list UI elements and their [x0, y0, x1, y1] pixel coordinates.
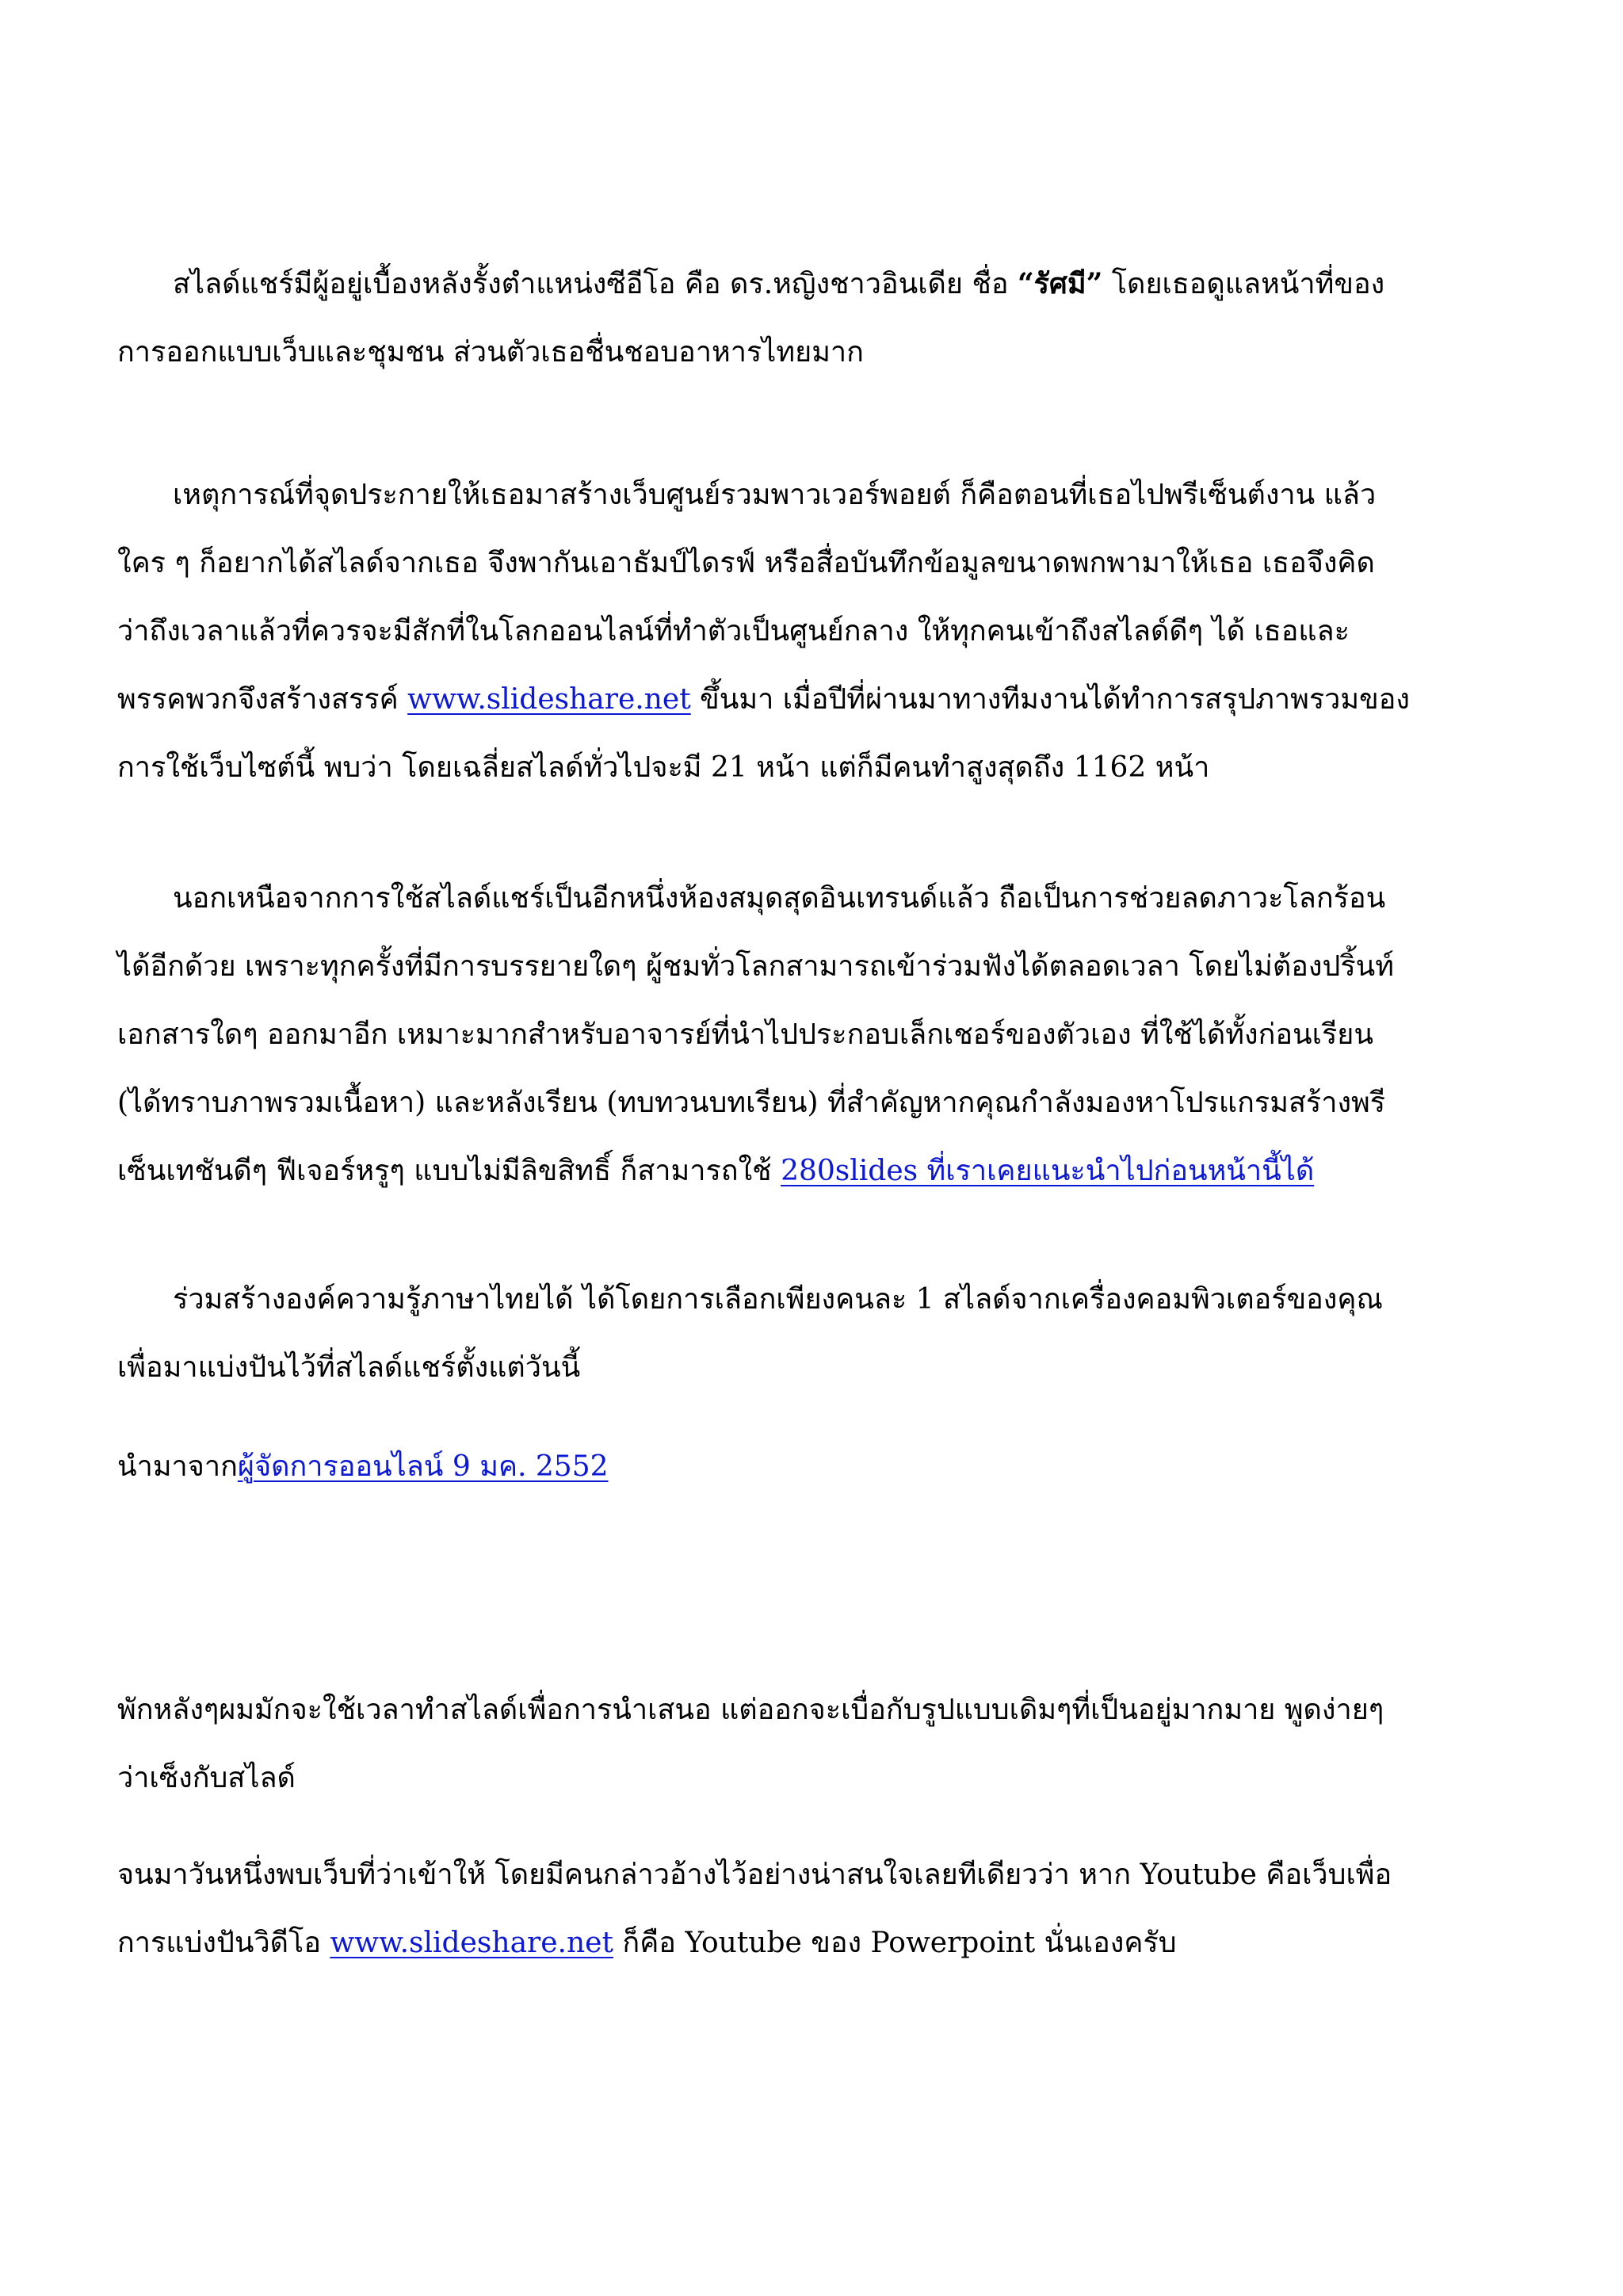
280slides-link[interactable]: 280slides ที่เราเคยแนะนำไปก่อนหน้านี้ได้	[781, 1155, 1315, 1187]
text-run: ก็คือ Youtube ของ Powerpoint นั่นเองครับ	[613, 1927, 1177, 1959]
paragraph-line: เหตุการณ์ที่จุดประกายให้เธอมาสร้างเว็บศูนย์รวมพาวเวอร์พอยต์ ก็คือตอนที่เธอไปพรีเซ็นต์งาน แล้ว	[173, 479, 1377, 511]
paragraph-line: ว่าถึงเวลาแล้วที่ควรจะมีสักที่ในโลกออนไลน์ที่ทำตัวเป็นศูนย์กลาง ให้ทุกคนเข้าถึงสไลด์ดีๆ ได้ เธอและ	[117, 615, 1350, 648]
paragraph-line: (ได้ทราบภาพรวมเนื้อหา) และหลังเรียน (ทบทวนบทเรียน) ที่สำคัญหากคุณกำลังมองหาโปรแกรมสร้างพรี	[117, 1087, 1386, 1119]
paragraph-youtube-comparison	[117, 1841, 1512, 1977]
paragraph-line: ได้อีกด้วย เพราะทุกครั้งที่มีการบรรยายใดๆ ผู้ชมทั่วโลกสามารถเข้าร่วมฟังได้ตลอดเวลา โดยไม่ต้องปริ้นท์	[117, 950, 1394, 983]
source-prefix: นำมาจาก	[117, 1450, 238, 1483]
paragraph-origin-story	[117, 461, 1512, 802]
paragraph-benefits	[117, 865, 1512, 1205]
paragraph-line	[117, 250, 1512, 319]
paragraph-call-to-action	[117, 1266, 1512, 1402]
paragraph-line	[117, 1433, 1512, 1501]
paragraph-line: เพื่อมาแบ่งปันไว้ที่สไลด์แชร์ตั้งแต่วันนี้	[117, 1351, 581, 1384]
paragraph-line: ว่าเซ็งกับสไลด์	[117, 1762, 296, 1794]
text-run: การแบ่งปันวิดีโอ	[117, 1927, 330, 1959]
slideshare-link[interactable]: www.slideshare.net	[407, 683, 691, 716]
bold-name: “รัศมี”	[1017, 267, 1103, 300]
source-link[interactable]: ผู้จัดการออนไลน์ 9 มค. 2552	[237, 1450, 609, 1483]
paragraph-line: พักหลังๆผมมักจะใช้เวลาทำสไลด์เพื่อการนำเสนอ แต่ออกจะเบื่อกับรูปแบบเดิมๆที่เป็นอยู่มากมาย พูดง่ายๆ	[117, 1694, 1384, 1726]
text-run: พรรคพวกจึงสร้างสรรค์	[117, 683, 408, 716]
text-run: โดยเธอดูแลหน้าที่ของ	[1102, 268, 1385, 300]
paragraph-line: ใคร ๆ ก็อยากได้สไลด์จากเธอ จึงพากันเอาธัมป์ไดรฟ์ หรือสื่อบันทึกข้อมูลขนาดพกพามาให้เธอ เธอจึงคิด	[117, 547, 1375, 579]
paragraph-line	[117, 666, 1512, 734]
paragraph-line	[117, 1137, 1512, 1205]
paragraph-author-note	[117, 1676, 1512, 1813]
text-run: สไลด์แชร์มีผู้อยู่เบื้องหลังรั้งตำแหน่งซีอีโอ คือ ดร.หญิงชาวอินเดีย ชื่อ	[173, 268, 1018, 300]
paragraph-line	[117, 1909, 1512, 1977]
paragraph-line: การใช้เว็บไซต์นี้ พบว่า โดยเฉลี่ยสไลด์ทั่วไปจะมี 21 หน้า แต่ก็มีคนทำสูงสุดถึง 1162 หน้า	[117, 751, 1210, 784]
slideshare-link-2[interactable]: www.slideshare.net	[330, 1927, 613, 1959]
paragraph-line: จนมาวันหนึ่งพบเว็บที่ว่าเข้าให้ โดยมีคนกล่าวอ้างไว้อย่างน่าสนใจเลยทีเดียวว่า หาก Youtube คือเว็บเพื่อ	[117, 1859, 1392, 1891]
source-credit	[117, 1433, 1512, 1501]
text-run: ขึ้นมา เมื่อปีที่ผ่านมาทางทีมงานได้ทำการสรุปภาพรวมของ	[690, 683, 1410, 716]
paragraph-line: การออกแบบเว็บและชุมชน ส่วนตัวเธอชื่นชอบอาหารไทยมาก	[117, 336, 864, 369]
paragraph-line: ร่วมสร้างองค์ความรู้ภาษาไทยได้ ได้โดยการเลือกเพียงคนละ 1 สไลด์จากเครื่องคอมพิวเตอร์ของคุณ	[173, 1283, 1383, 1316]
text-run: เซ็นเทชันดีๆ ฟีเจอร์หรูๆ แบบไม่มีลิขสิทธิ์ ก็สามารถใช้	[117, 1155, 781, 1187]
paragraph-line: นอกเหนือจากการใช้สไลด์แชร์เป็นอีกหนึ่งห้องสมุดสุดอินเทรนด์แล้ว ถือเป็นการช่วยลดภาวะโลกร้อน	[173, 882, 1386, 915]
paragraph-line: เอกสารใดๆ ออกมาอีก เหมาะมากสำหรับอาจารย์ที่นำไปประกอบเล็กเชอร์ของตัวเอง ที่ใช้ได้ทั้งก่อนเรียน	[117, 1018, 1373, 1051]
paragraph-ceo-intro	[117, 250, 1512, 387]
